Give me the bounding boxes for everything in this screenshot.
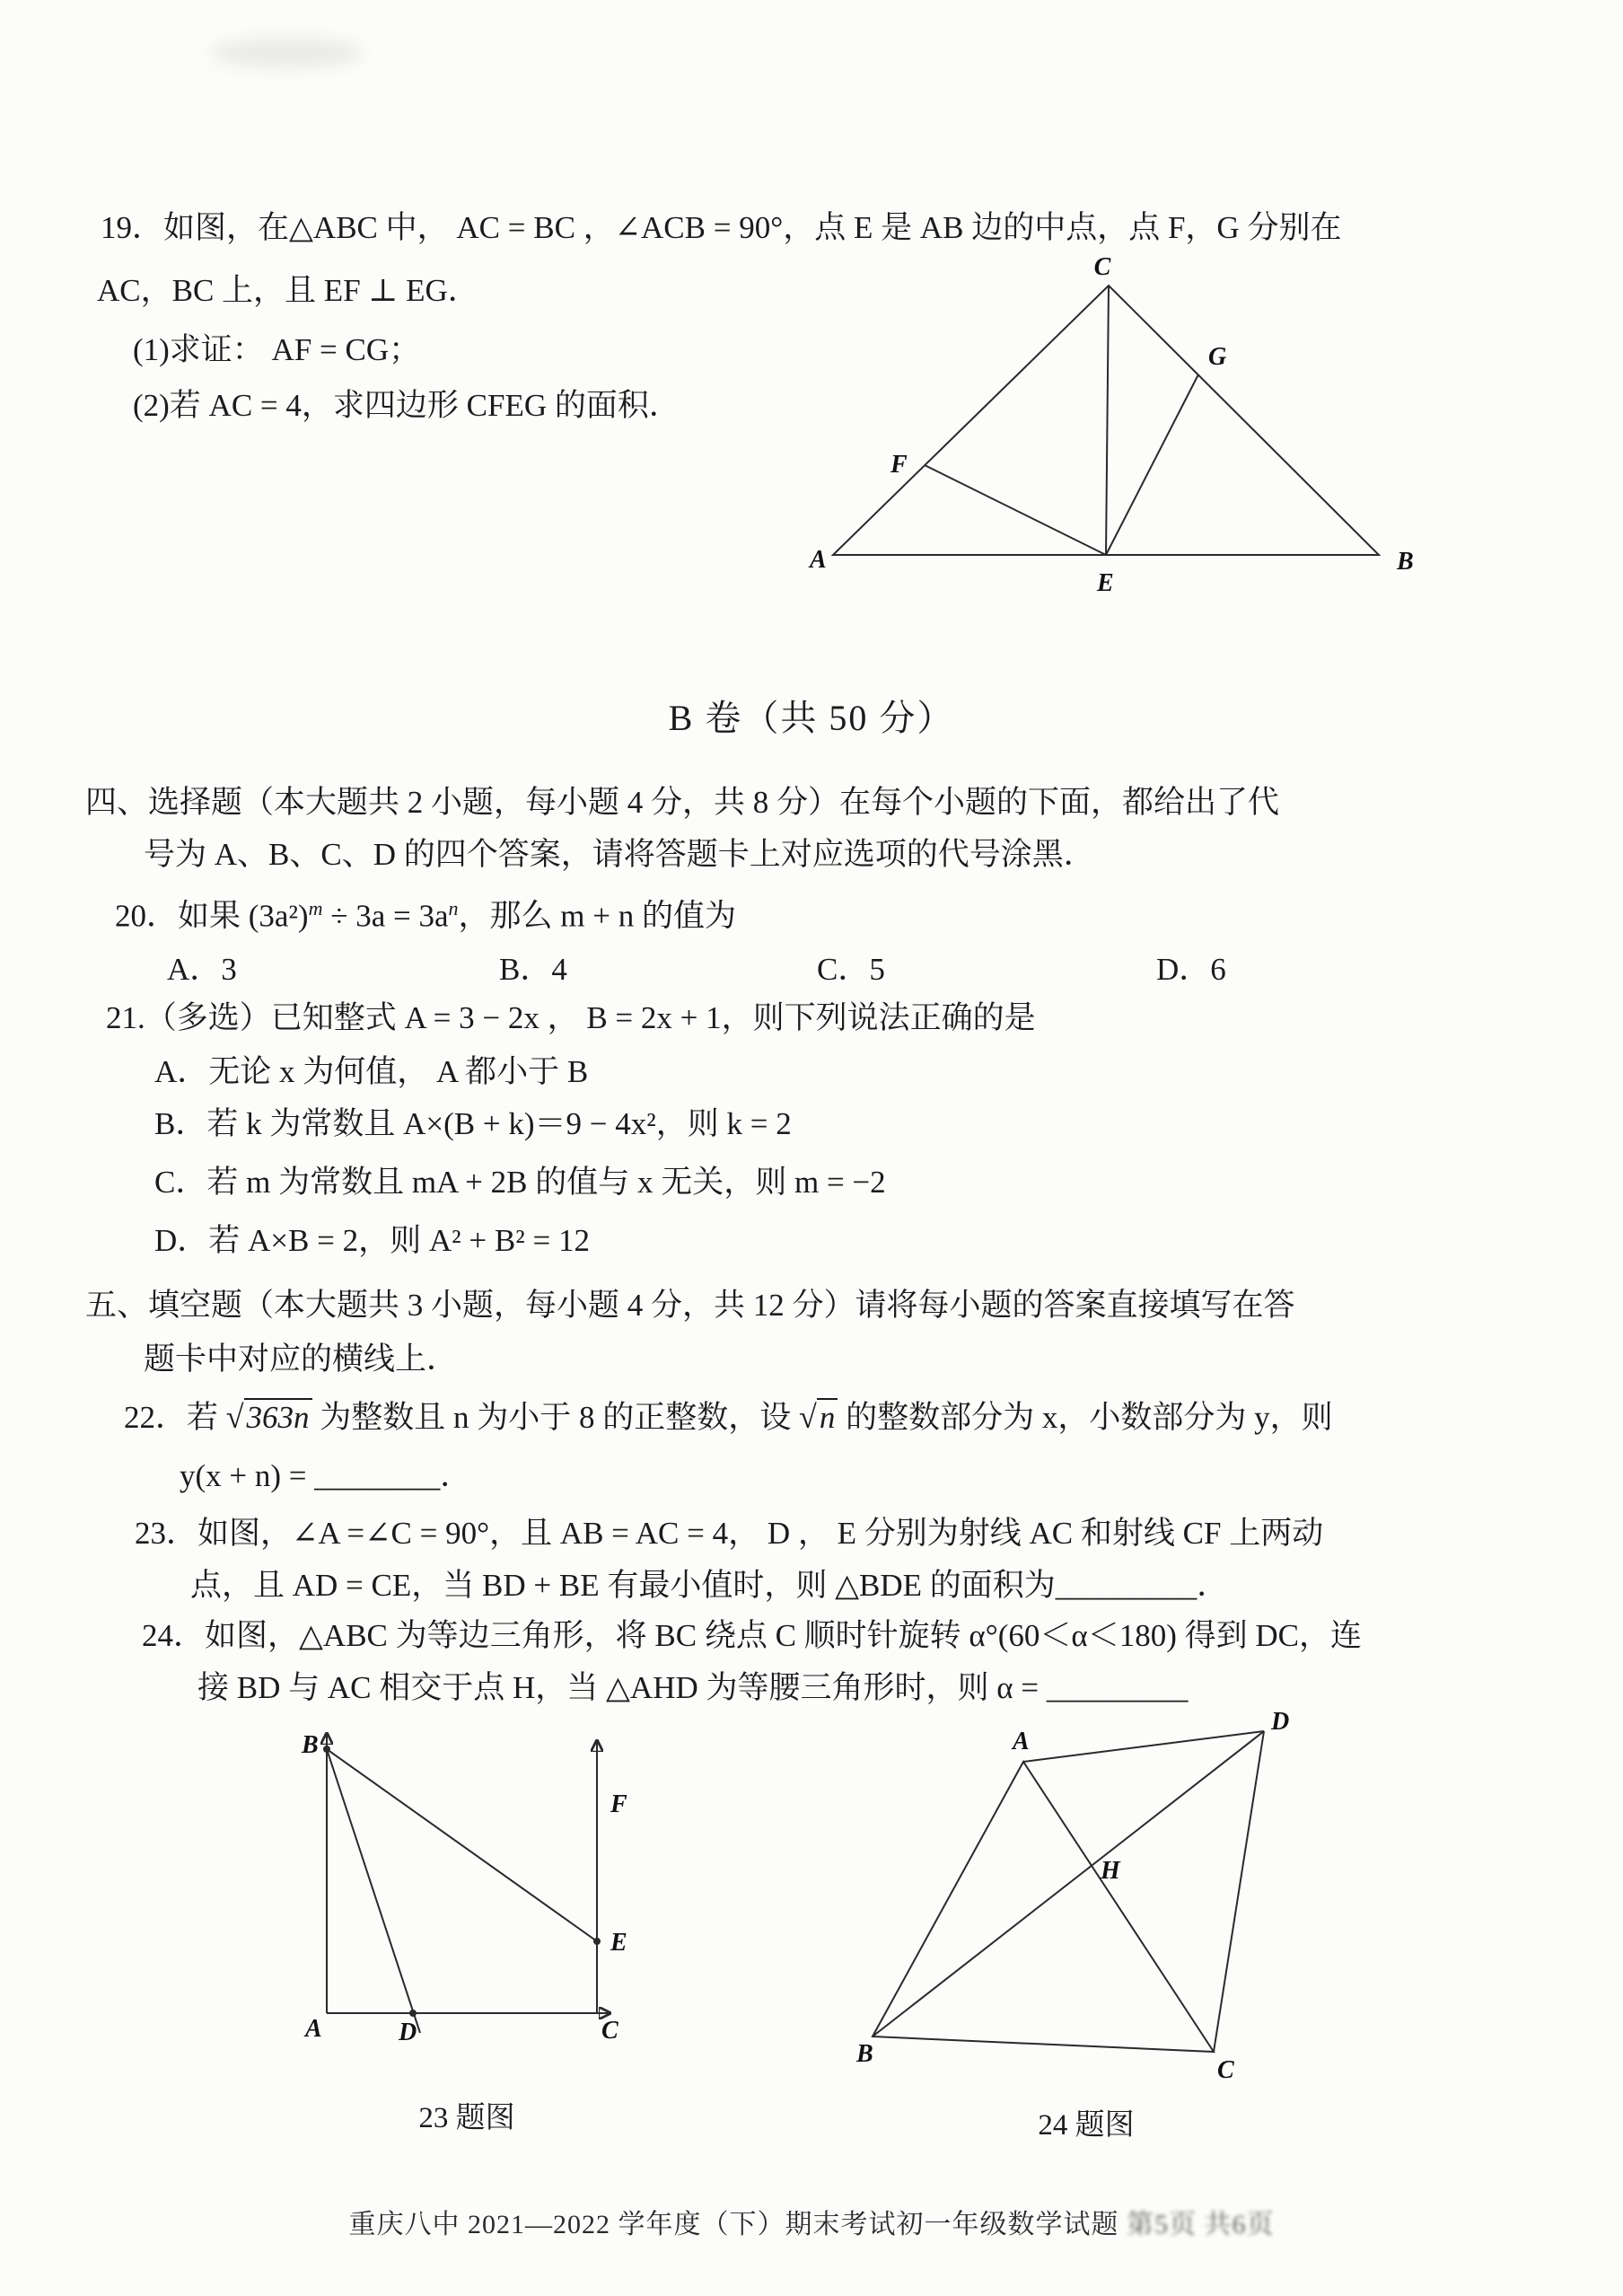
point-label-e: E <box>610 1929 627 1957</box>
segment-eg <box>1106 374 1198 555</box>
sqrt-icon: √ <box>225 1399 244 1435</box>
q21-option-a: A．无论 x 为何值， A 都小于 B <box>154 1054 589 1089</box>
point-label-a: A <box>305 2015 322 2043</box>
point-label-g: G <box>1208 343 1227 371</box>
q22-line2: y(x + n) = ________． <box>180 1458 472 1493</box>
triangle-abc <box>833 286 1379 555</box>
median-ce <box>1106 286 1109 555</box>
figure-23-diagram <box>296 1717 637 2076</box>
section5-line2: 题卡中对应的横线上． <box>144 1342 459 1377</box>
q22-p1: 22．若 <box>124 1400 226 1435</box>
segment-ef <box>925 465 1106 555</box>
page-footer <box>0 2202 1623 2241</box>
figure-24-caption: 24 题图 <box>1038 2109 1135 2142</box>
q22-radicand1: 363n <box>244 1398 312 1435</box>
q20-option-a: A．3 <box>167 952 237 987</box>
point-label-f: F <box>890 451 908 479</box>
section5-line1: 五、填空题（本大题共 3 小题，每小题 4 分，共 12 分）请将每小题的答案直接填写在答 <box>85 1288 1295 1323</box>
q23-line2: 点，且 AD = CE，当 BD + BE 有最小值时，则 △BDE 的面积为_________． <box>190 1568 1229 1603</box>
sqrt-icon: √ <box>799 1399 817 1435</box>
figure-24-svg <box>853 1706 1320 2101</box>
scan-artifact <box>211 38 364 68</box>
point-label-b: B <box>1397 548 1414 576</box>
point-b-dot <box>323 1746 330 1753</box>
point-label-c: C <box>601 2017 618 2045</box>
q19-item1: (1)求证： AF = CG； <box>133 332 421 367</box>
q24-line2: 接 BD 与 AC 相交于点 H，当 △AHD 为等腰三角形时，则 α = _________ <box>197 1670 1189 1705</box>
figure-23-svg <box>296 1717 637 2076</box>
q20-stem-p2: ÷ 3a = 3a <box>322 898 449 934</box>
q23-line1: 23．如图，∠A =∠C = 90°，且 AB = AC = 4， D ， E 分别为射线 AC 和射线 CF 上两动 <box>135 1516 1324 1551</box>
q20-stem-p1: 20．如果 (3a²) <box>115 898 309 934</box>
segment-dc <box>1214 1731 1264 2052</box>
q20-stem <box>115 896 736 936</box>
point-label-f: F <box>610 1790 627 1818</box>
q20-exponent-n: n <box>448 897 459 919</box>
q24-line1: 24．如图，△ABC 为等边三角形，将 BC 绕点 C 顺时针旋转 α°(60＜α＜180) 得到 DC，连 <box>142 1618 1363 1653</box>
point-label-a: A <box>810 546 827 574</box>
point-label-c: C <box>1093 253 1111 281</box>
q21-option-c: C．若 m 为常数且 mA + 2B 的值与 x 无关，则 m = −2 <box>154 1165 886 1200</box>
q19-line1: 19．如图，在△ABC 中， AC = BC ，∠ACB = 90°，点 E 是 AB 边的中点，点 F，G 分别在 <box>101 210 1342 245</box>
point-label-b: B <box>302 1731 319 1759</box>
point-label-c: C <box>1217 2056 1234 2084</box>
q21-option-d: D．若 A×B = 2，则 A² + B² = 12 <box>154 1223 590 1258</box>
q22-line1 <box>124 1397 1333 1438</box>
footer-page-number: 第5页 共6页 <box>1127 2210 1275 2239</box>
q22-p3: 的整数部分为 x，小数部分为 y，则 <box>838 1400 1333 1435</box>
q21-stem: 21.（多选）已知整式 A = 3 − 2x ， B = 2x + 1，则下列说法正确的是 <box>106 1000 1036 1035</box>
segment-bd <box>327 1749 420 2033</box>
q20-option-b: B．4 <box>499 952 567 987</box>
figure-19-diagram <box>790 250 1436 618</box>
q22-radicand2: n <box>817 1398 838 1435</box>
q21-option-b: B．若 k 为常数且 A×(B + k)＝9 − 4x²，则 k = 2 <box>154 1106 792 1141</box>
footer-title: 重庆八中 2021—2022 学年度（下）期末考试初一年级数学试题 <box>348 2210 1127 2239</box>
q22-p2: 为整数且 n 为小于 8 的正整数，设 <box>311 1400 800 1435</box>
point-d-dot <box>409 2010 417 2017</box>
q20-option-c: C．5 <box>817 952 885 987</box>
q19-line2: AC，BC 上，且 EF ⊥ EG． <box>97 273 479 308</box>
figure-19-svg <box>790 250 1436 618</box>
segment-bd <box>873 1731 1264 2036</box>
section4-line2: 号为 A、B、C、D 的四个答案，请将答题卡上对应选项的代号涂黑． <box>144 837 1095 872</box>
q19-item2: (2)若 AC = 4，求四边形 CFEG 的面积． <box>133 388 680 423</box>
point-label-b: B <box>856 2040 873 2068</box>
q20-stem-p3: ，那么 m + n 的值为 <box>458 898 736 934</box>
q20-exponent-m: m <box>308 897 323 919</box>
figure-23-caption: 23 题图 <box>418 2102 515 2134</box>
q20-options-row <box>115 950 1497 997</box>
point-label-a: A <box>1013 1728 1030 1755</box>
point-label-d: D <box>399 2019 417 2046</box>
segment-ad <box>1023 1731 1264 1762</box>
segment-be <box>327 1749 597 1941</box>
figure-24-diagram <box>853 1706 1320 2101</box>
section-b-title: B 卷（共 50 分） <box>668 698 955 738</box>
section4-line1: 四、选择题（本大题共 2 小题，每小题 4 分，共 8 分）在每个小题的下面，都给出了代 <box>85 785 1280 820</box>
point-label-d: D <box>1271 1708 1290 1736</box>
q20-option-d: D．6 <box>1156 952 1226 987</box>
triangle-abc <box>873 1762 1214 2052</box>
point-e-dot <box>593 1938 601 1945</box>
point-label-e: E <box>1097 569 1114 597</box>
point-label-h: H <box>1101 1857 1120 1885</box>
